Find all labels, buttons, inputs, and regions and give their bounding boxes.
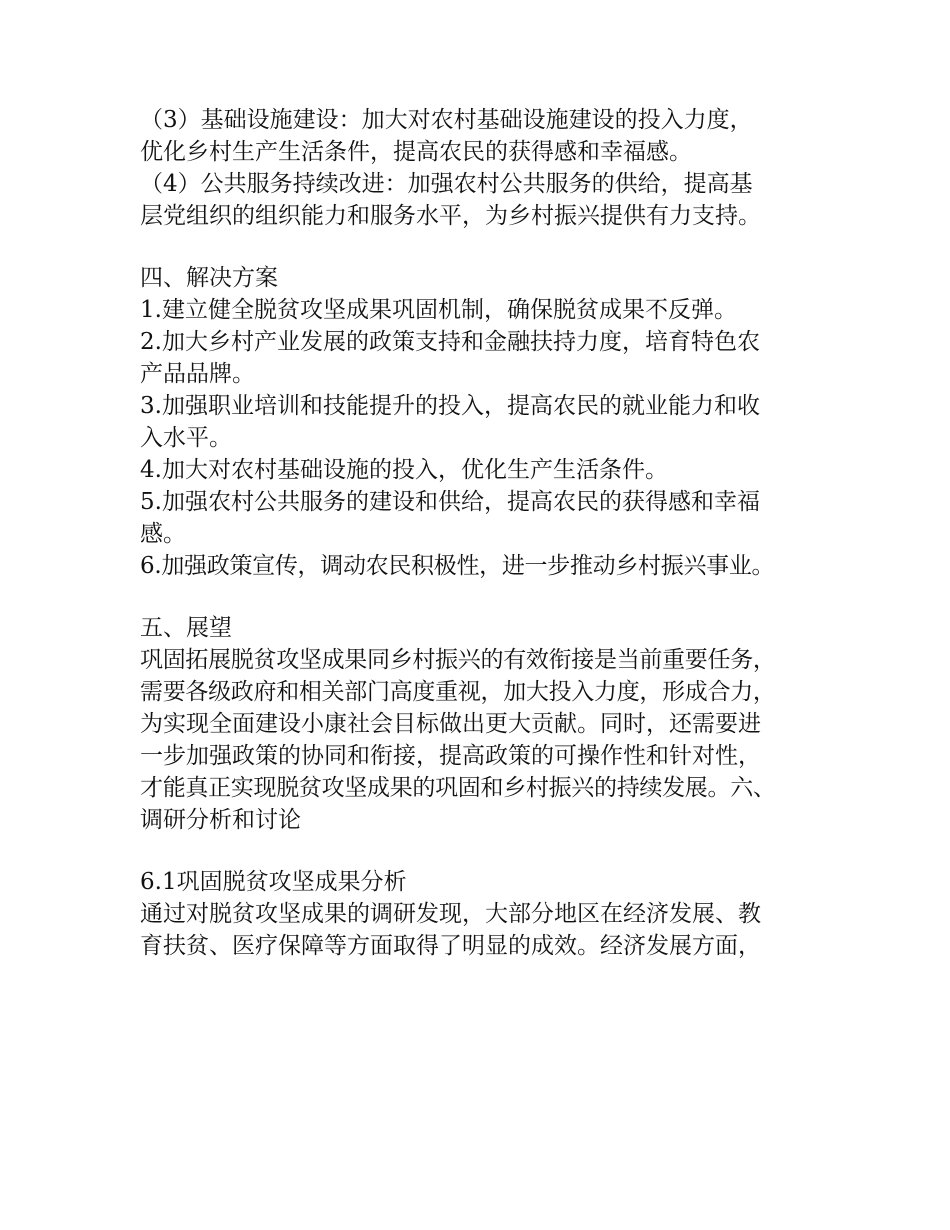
text-line: 层党组织的组织能力和服务水平，为乡村振兴提供有力支持。 — [140, 203, 761, 229]
section-solutions — [140, 262, 840, 582]
text-line: 育扶贫、医疗保障等方面取得了明显的成效。经济发展方面， — [140, 933, 761, 959]
paragraph-gap — [140, 836, 840, 866]
text-line: 巩固拓展脱贫攻坚成果同乡村振兴的有效衔接是当前重要任务， — [140, 647, 776, 673]
paragraph-gap — [140, 232, 840, 262]
text-line: 才能真正实现脱贫攻坚成果的巩固和乡村振兴的持续发展。六、 — [140, 775, 776, 801]
text-line: 5.加强农村公共服务的建设和供给，提高农民的获得感和幸福 — [140, 489, 760, 515]
section-heading-consolidation-analysis: 6.1巩固脱贫攻坚成果分析 — [140, 869, 407, 895]
text-line: 入水平。 — [140, 425, 232, 451]
text-line: 通过对脱贫攻坚成果的调研发现，大部分地区在经济发展、教 — [140, 901, 761, 927]
text-line: 调研分析和讨论 — [140, 807, 301, 833]
text-line: （3）基础设施建设：加大对农村基础设施建设的投入力度， — [140, 107, 753, 133]
text-line: 6.加强政策宣传，调动农民积极性，进一步推动乡村振兴事业。 — [140, 553, 775, 579]
paragraph-gap — [140, 582, 840, 612]
section-heading-outlook: 五、展望 — [140, 615, 232, 641]
section-consolidation-analysis — [140, 866, 840, 962]
text-line: 4.加大对农村基础设施的投入，优化生产生活条件。 — [140, 457, 668, 483]
text-line: 为实现全面建设小康社会目标做出更大贡献。同时，还需要进 — [140, 711, 761, 737]
text-line: 2.加大乡村产业发展的政策支持和金融扶持力度，培育特色农 — [140, 329, 760, 355]
text-line: 需要各级政府和相关部门高度重视，加大投入力度，形成合力， — [140, 679, 776, 705]
document-body — [140, 104, 840, 962]
text-line: 1.建立健全脱贫攻坚成果巩固机制，确保脱贫成果不反弹。 — [140, 297, 737, 323]
text-line: 产品品牌。 — [140, 361, 255, 387]
text-line: （4）公共服务持续改进：加强农村公共服务的供给，提高基 — [140, 171, 753, 197]
section-heading-solutions: 四、解决方案 — [140, 265, 278, 291]
paragraph-infrastructure-services — [140, 104, 840, 232]
text-line: 一步加强政策的协同和衔接，提高政策的可操作性和针对性， — [140, 743, 761, 769]
text-line: 3.加强职业培训和技能提升的投入，提高农民的就业能力和收 — [140, 393, 760, 419]
section-outlook — [140, 612, 840, 836]
text-line: 感。 — [140, 521, 186, 547]
text-line: 优化乡村生产生活条件，提高农民的获得感和幸福感。 — [140, 139, 692, 165]
